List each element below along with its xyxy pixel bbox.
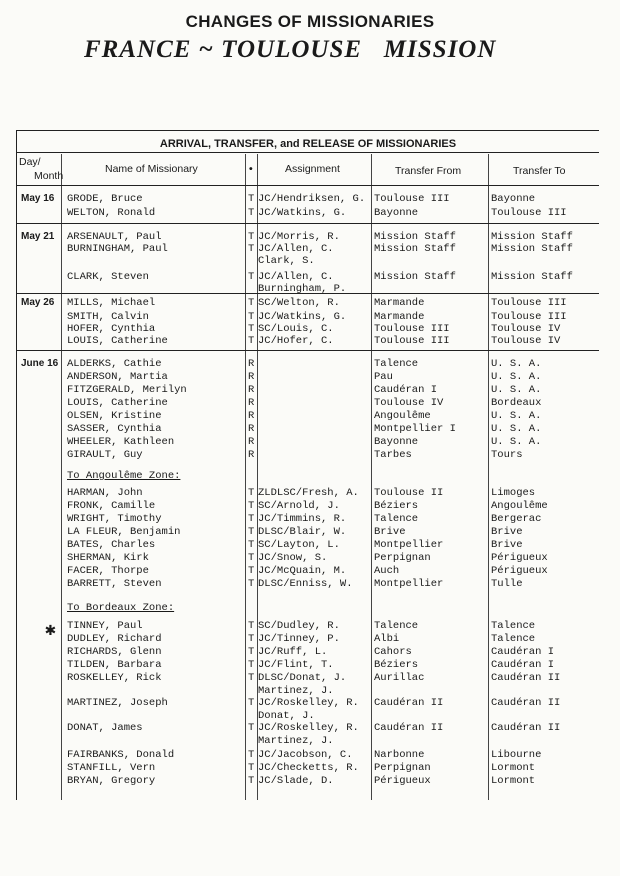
transfer-from: Caudéran II: [374, 697, 444, 709]
status-code: T: [248, 646, 255, 658]
assignment: SC/Louis, C.: [258, 323, 334, 335]
table-row: [17, 722, 599, 735]
table-row: [17, 552, 599, 565]
missionary-name: ROSKELLEY, Rick: [67, 672, 162, 684]
transfer-from: Périgueux: [374, 775, 431, 787]
transfer-from: Angoulême: [374, 410, 431, 422]
table-row: [17, 565, 599, 578]
transfer-to: U. S. A.: [491, 423, 542, 435]
missionary-name: LOUIS, Catherine: [67, 335, 168, 347]
assignment: SC/Layton, L.: [258, 539, 340, 551]
missionary-name: ANDERSON, Martia: [67, 371, 168, 383]
table-row: [17, 335, 599, 348]
transfer-from: Aurillac: [374, 672, 425, 684]
row-date: May 26: [21, 297, 55, 308]
missionary-name: BARRETT, Steven: [67, 578, 162, 590]
missionary-name: SASSER, Cynthia: [67, 423, 162, 435]
assignment: JC/Checketts, R.: [258, 762, 359, 774]
transfer-to: Bordeaux: [491, 397, 542, 409]
header-assignment: Assignment: [285, 163, 340, 175]
assignment: SC/Arnold, J.: [258, 500, 340, 512]
missionary-name: HOFER, Cynthia: [67, 323, 156, 335]
missionary-name: STANFILL, Vern: [67, 762, 156, 774]
missionary-name: BRYAN, Gregory: [67, 775, 156, 787]
table-row: [17, 500, 599, 513]
asterisk-marker: ✱: [45, 621, 56, 641]
assignment: ZLDLSC/Fresh, A.: [258, 487, 359, 499]
transfer-from: Béziers: [374, 500, 419, 512]
assignment: Burningham, P.: [258, 283, 347, 295]
table-row: [17, 397, 599, 410]
missionary-name: TINNEY, Paul: [67, 620, 143, 632]
header-rule: [17, 185, 599, 186]
status-code: T: [248, 749, 255, 761]
transfer-to: Mission Staff: [491, 271, 573, 283]
transfer-to: Caudéran I: [491, 659, 555, 671]
table-row: [17, 633, 599, 646]
missionary-name: DONAT, James: [67, 722, 143, 734]
transfer-to: Toulouse III: [491, 297, 567, 309]
missionary-name: FITZGERALD, Merilyn: [67, 384, 187, 396]
transfer-from: Toulouse II: [374, 487, 444, 499]
table-row: [17, 283, 599, 296]
assignment: JC/Roskelley, R.: [258, 697, 359, 709]
status-code: R: [248, 384, 255, 396]
assignment: DLSC/Enniss, W.: [258, 578, 353, 590]
table-row: [17, 193, 599, 206]
status-code: T: [248, 722, 255, 734]
header-name: Name of Missionary: [105, 163, 198, 175]
status-code: T: [248, 526, 255, 538]
header-transfer-from: Transfer From: [395, 165, 462, 177]
transfer-from: Caudéran II: [374, 722, 444, 734]
status-code: T: [248, 193, 255, 205]
status-code: T: [248, 231, 255, 243]
table-row: [17, 436, 599, 449]
transfer-to: Brive: [491, 539, 523, 551]
zone-heading-bordeaux: To Bordeaux Zone:: [67, 602, 175, 614]
missionary-name: DUDLEY, Richard: [67, 633, 162, 645]
transfer-from: Toulouse III: [374, 323, 450, 335]
transfer-from: Talence: [374, 358, 419, 370]
transfer-from: Béziers: [374, 659, 419, 671]
transfer-from: Toulouse IV: [374, 397, 444, 409]
table-row: [17, 358, 599, 371]
transfer-from: Marmande: [374, 311, 425, 323]
table-row: [17, 749, 599, 762]
status-code: T: [248, 775, 255, 787]
table-row: [17, 487, 599, 500]
table-row: [17, 775, 599, 788]
table-row: [17, 297, 599, 310]
transfer-from: Mission Staff: [374, 243, 456, 255]
transfer-to: Mission Staff: [491, 231, 573, 243]
missionary-name: GIRAULT, Guy: [67, 449, 143, 461]
status-code: R: [248, 423, 255, 435]
transfer-to: U. S. A.: [491, 358, 542, 370]
status-code: T: [248, 539, 255, 551]
missionary-name: CLARK, Steven: [67, 271, 149, 283]
assignment: JC/Hendriksen, G.: [258, 193, 366, 205]
status-code: T: [248, 207, 255, 219]
status-code: T: [248, 243, 255, 255]
zone-heading-angouleme: To Angoulême Zone:: [67, 470, 181, 482]
status-code: R: [248, 449, 255, 461]
assignment: JC/Flint, T.: [258, 659, 334, 671]
transfer-to: Brive: [491, 526, 523, 538]
document-title: CHANGES OF MISSIONARIES: [185, 12, 435, 31]
status-code: T: [248, 335, 255, 347]
missionary-name: FACER, Thorpe: [67, 565, 149, 577]
table-row: [17, 659, 599, 672]
transfer-to: Tours: [491, 449, 523, 461]
missionary-name: SMITH, Calvin: [67, 311, 149, 323]
missionary-name: LA FLEUR, Benjamin: [67, 526, 181, 538]
transfer-to: Périgueux: [491, 565, 548, 577]
status-code: R: [248, 397, 255, 409]
assignment: Martinez, J.: [258, 685, 334, 697]
transfer-to: Toulouse IV: [491, 335, 561, 347]
missionary-name: SHERMAN, Kirk: [67, 552, 149, 564]
status-code: T: [248, 552, 255, 564]
missionary-name: HARMAN, John: [67, 487, 143, 499]
missionary-name: FAIRBANKS, Donald: [67, 749, 175, 761]
assignment: DLSC/Blair, W.: [258, 526, 347, 538]
transfer-to: Caudéran II: [491, 697, 561, 709]
status-code: T: [248, 311, 255, 323]
table-row: [17, 449, 599, 462]
table-row: [17, 423, 599, 436]
transfer-to: Libourne: [491, 749, 542, 761]
transfer-to: Toulouse IV: [491, 323, 561, 335]
table-row: [17, 646, 599, 659]
transfer-to: Caudéran II: [491, 672, 561, 684]
missionary-name: ALDERKS, Cathie: [67, 358, 162, 370]
transfer-from: Marmande: [374, 297, 425, 309]
table-top-rule: [17, 130, 599, 131]
table-row: [17, 620, 599, 633]
missionary-name: WHEELER, Kathleen: [67, 436, 175, 448]
row-date: May 16: [21, 193, 55, 204]
row-date: May 21: [21, 231, 55, 242]
assignment: JC/Watkins, G.: [258, 311, 347, 323]
header-day: Day/: [19, 156, 41, 168]
assignment: JC/Tinney, P.: [258, 633, 340, 645]
header-transfer-to: Transfer To: [513, 165, 566, 177]
missionary-name: RICHARDS, Glenn: [67, 646, 162, 658]
transfer-from: Toulouse III: [374, 335, 450, 347]
status-code: T: [248, 633, 255, 645]
assignment: JC/Watkins, G.: [258, 207, 347, 219]
table-row: [17, 735, 599, 748]
transfer-to: Angoulême: [491, 500, 548, 512]
assignment: JC/McQuain, M.: [258, 565, 347, 577]
transfer-to: Bayonne: [491, 193, 536, 205]
status-code: T: [248, 565, 255, 577]
transfer-from: Perpignan: [374, 762, 431, 774]
status-code: T: [248, 323, 255, 335]
assignment: Clark, S.: [258, 255, 315, 267]
assignment: SC/Dudley, R.: [258, 620, 340, 632]
status-code: T: [248, 271, 255, 283]
transfer-from: Caudéran I: [374, 384, 438, 396]
status-code: R: [248, 436, 255, 448]
transfer-to: Mission Staff: [491, 243, 573, 255]
assignment: Martinez, J.: [258, 735, 334, 747]
transfer-from: Auch: [374, 565, 400, 577]
transfer-to: Toulouse III: [491, 207, 567, 219]
table-row: [17, 539, 599, 552]
assignment: JC/Ruff, L.: [258, 646, 328, 658]
transfer-from: Brive: [374, 526, 406, 538]
transfer-from: Albi: [374, 633, 400, 645]
transfer-to: Talence: [491, 633, 536, 645]
assignment: Donat, J.: [258, 710, 315, 722]
assignment: JC/Roskelley, R.: [258, 722, 359, 734]
status-code: T: [248, 672, 255, 684]
group-rule-may26: [17, 350, 599, 351]
transfer-from: Mission Staff: [374, 271, 456, 283]
table-row: [17, 672, 599, 685]
table-row: [17, 207, 599, 220]
status-code: T: [248, 487, 255, 499]
status-code: R: [248, 371, 255, 383]
table-row: [17, 255, 599, 268]
transfer-to: Toulouse III: [491, 311, 567, 323]
missionary-name: BATES, Charles: [67, 539, 156, 551]
transfer-from: Toulouse III: [374, 193, 450, 205]
table-row: [17, 384, 599, 397]
transfer-from: Montpellier: [374, 578, 444, 590]
table-row: [17, 513, 599, 526]
mission-title: FRANCE ~ TOULOUSE MISSION: [84, 36, 497, 63]
transfer-from: Talence: [374, 620, 419, 632]
transfer-to: Lormont: [491, 775, 536, 787]
status-code: T: [248, 697, 255, 709]
status-code: R: [248, 410, 255, 422]
transfer-from: Tarbes: [374, 449, 412, 461]
table-title-rule: [17, 152, 599, 153]
transfer-to: U. S. A.: [491, 436, 542, 448]
transfer-to: U. S. A.: [491, 384, 542, 396]
missionary-name: BURNINGHAM, Paul: [67, 243, 168, 255]
missionary-name: FRONK, Camille: [67, 500, 156, 512]
assignment: JC/Allen, C.: [258, 243, 334, 255]
assignment: DLSC/Donat, J.: [258, 672, 347, 684]
missionary-name: OLSEN, Kristine: [67, 410, 162, 422]
transfer-from: Montpellier: [374, 539, 444, 551]
missionary-name: WELTON, Ronald: [67, 207, 156, 219]
transfer-to: Caudéran I: [491, 646, 555, 658]
transfer-to: U. S. A.: [491, 410, 542, 422]
transfer-from: Montpellier I: [374, 423, 456, 435]
transfer-from: Perpignan: [374, 552, 431, 564]
transfer-to: Limoges: [491, 487, 536, 499]
missionary-name: GRODE, Bruce: [67, 193, 143, 205]
missionary-name: ARSENAULT, Paul: [67, 231, 162, 243]
table-row: [17, 697, 599, 710]
missionary-name: MARTINEZ, Joseph: [67, 697, 168, 709]
header-month: Month: [34, 170, 64, 182]
status-code: R: [248, 358, 255, 370]
table-row: [17, 371, 599, 384]
transfer-from: Bayonne: [374, 436, 419, 448]
assignment: SC/Welton, R.: [258, 297, 340, 309]
table-row: [17, 578, 599, 591]
assignment: JC/Allen, C.: [258, 271, 334, 283]
group-rule-may16: [17, 223, 599, 224]
assignment: JC/Hofer, C.: [258, 335, 334, 347]
assignment: JC/Morris, R.: [258, 231, 340, 243]
transfer-to: U. S. A.: [491, 371, 542, 383]
missionary-changes-table: [16, 130, 599, 800]
transfer-from: Cahors: [374, 646, 412, 658]
transfer-from: Pau: [374, 371, 393, 383]
status-code: T: [248, 578, 255, 590]
transfer-from: Bayonne: [374, 207, 419, 219]
transfer-from: Mission Staff: [374, 231, 456, 243]
transfer-to: Caudéran II: [491, 722, 561, 734]
assignment: JC/Jacobson, C.: [258, 749, 353, 761]
transfer-to: Bergerac: [491, 513, 542, 525]
table-row: [17, 410, 599, 423]
missionary-name: WRIGHT, Timothy: [67, 513, 162, 525]
row-date: June 16: [21, 358, 59, 369]
missionary-name: LOUIS, Catherine: [67, 397, 168, 409]
status-code: T: [248, 620, 255, 632]
table-title: ARRIVAL, TRANSFER, and RELEASE OF MISSIONARIES: [159, 138, 457, 150]
table-row: [17, 762, 599, 775]
missionary-name: TILDEN, Barbara: [67, 659, 162, 671]
status-code: T: [248, 762, 255, 774]
status-code: T: [248, 513, 255, 525]
status-code: T: [248, 659, 255, 671]
table-row: [17, 526, 599, 539]
transfer-to: Talence: [491, 620, 536, 632]
transfer-to: Périgueux: [491, 552, 548, 564]
transfer-from: Narbonne: [374, 749, 425, 761]
assignment: JC/Snow, S.: [258, 552, 328, 564]
missionary-name: MILLS, Michael: [67, 297, 156, 309]
assignment: JC/Slade, D.: [258, 775, 334, 787]
transfer-from: Talence: [374, 513, 419, 525]
assignment: JC/Timmins, R.: [258, 513, 347, 525]
transfer-to: Lormont: [491, 762, 536, 774]
status-code: T: [248, 297, 255, 309]
transfer-to: Tulle: [491, 578, 523, 590]
status-code: T: [248, 500, 255, 512]
header-code: •: [249, 163, 253, 175]
